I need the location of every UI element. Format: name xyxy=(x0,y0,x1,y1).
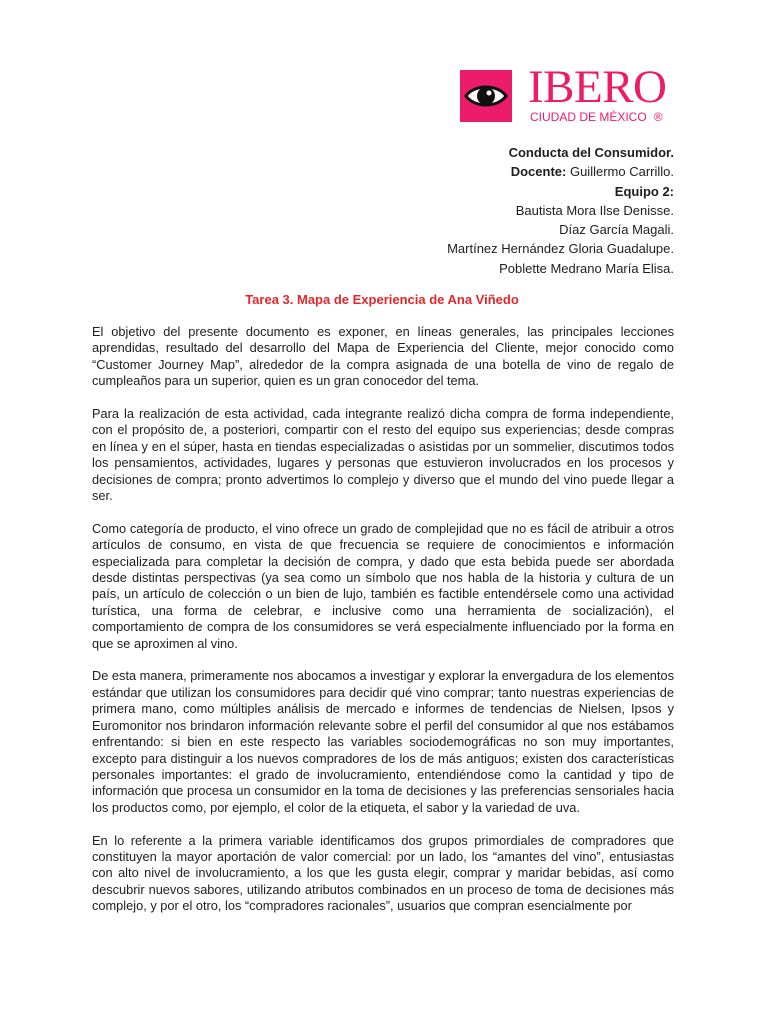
paragraph: Como categoría de producto, el vino ofrece un grado de complejidad que no es fácil de atribuir a otros artículos de consumo, en vista de que frecuencia se requiere de conocimientos e información especializada para completar la decisión de compra, y dado que esta bebida puede ser abordada desde distintas perspectivas (ya sea como un símbolo que nos habla de la historia y cultura de un país, un artículo de colección o un bien de lujo, también es factible entendérsele como una actividad turística, una forma de celebrar, e inclusive como una herramienta de socialización), el comportamiento de compra de los consumidores se verá especialmente influenciado por la forma en que se aproximen al vino. xyxy=(92,520,674,651)
brand-subtitle xyxy=(530,111,663,123)
team-member: Bautista Mora Ilse Denisse. xyxy=(515,202,674,218)
brand-city: CIUDAD DE MÉXICO xyxy=(530,110,647,124)
team-member: Poblette Medrano María Elisa. xyxy=(499,260,674,276)
paragraph: Para la realización de esta actividad, cada integrante realizó dicha compra de forma independiente, con el propósito de, a posteriori, compartir con el resto del equipo sus experiencias; desde compras en línea y en el súper, hasta en tiendas especializadas o asistidas por un sommelier, discutimos todos los pensamientos, actividades, lugares y personas que estuvieron involucrados en los procesos y decisiones de compra; pronto advertimos lo complejo y diverso que el mundo del vino puede llegar a ser. xyxy=(92,406,674,504)
teacher-name: Guillermo Carrillo. xyxy=(569,164,674,180)
team-label: Equipo 2: xyxy=(614,183,674,199)
eye-icon xyxy=(460,70,512,122)
course-name: Conducta del Consumidor. xyxy=(508,145,674,160)
brand-name: IBERO xyxy=(528,61,667,113)
paragraph: El objetivo del presente documento es exponer, en líneas generales, las principales lecciones aprendidas, resultado del desarrollo del Mapa de Experiencia del Cliente, mejor conocido como “Customer Journey Map”, alrededor de la compra asignada de una botella de vino de regalo de cumpleaños para un superior, quien es un gran conocedor del tema. xyxy=(92,324,674,389)
team-member: Martínez Hernández Gloria Guadalupe. xyxy=(447,241,674,257)
team-member: Díaz García Magali. xyxy=(559,222,674,238)
paragraph: En lo referente a la primera variable identificamos dos grupos primordiales de compradores que constituyen la mayor aportación de valor comercial: por un lado, los “amantes del vino”, entusiastas con alto nivel de involucramiento, a los que les gusta elegir, comprar y maridar bebidas, así como descubrir nuevos sabores, utilizando atributos combinados en un proceso de toma de decisiones más complejo, y por el otro, los “compradores racionales”, usuarios que compran esencialmente por xyxy=(92,832,674,914)
document-body xyxy=(92,324,674,931)
header-info xyxy=(174,143,674,278)
ibero-logo xyxy=(460,61,675,126)
paragraph: De esta manera, primeramente nos abocamos a investigar y explorar la envergadura de los elementos estándar que utilizan los consumidores para decidir qué vino comprar; tanto nuestras experiencias de primera mano, como múltiples análisis de mercado e informes de tendencias de Nielsen, Ipsos y Euromonitor nos brindaron información relevante sobre el perfil del consumidor al que nos estábamos enfrentando: si bien en este respecto las variables sociodemográficas no son muy importantes, excepto para distinguir a los nuevos compradores de los de más antiguos; existen dos características personales importantes: el grado de involucramiento, entendiéndose como la cantidad y tipo de información que procesa un consumidor en la toma de decisiones y las preferencias sensoriales hacia los productos como, por ejemplo, el color de la etiqueta, el sabor y la variedad de uva. xyxy=(92,668,674,815)
teacher-line xyxy=(174,162,674,181)
registered-mark: ® xyxy=(653,110,663,124)
teacher-label: Docente: xyxy=(510,164,567,180)
document-title: Tarea 3. Mapa de Experiencia de Ana Viñedo xyxy=(245,292,519,307)
